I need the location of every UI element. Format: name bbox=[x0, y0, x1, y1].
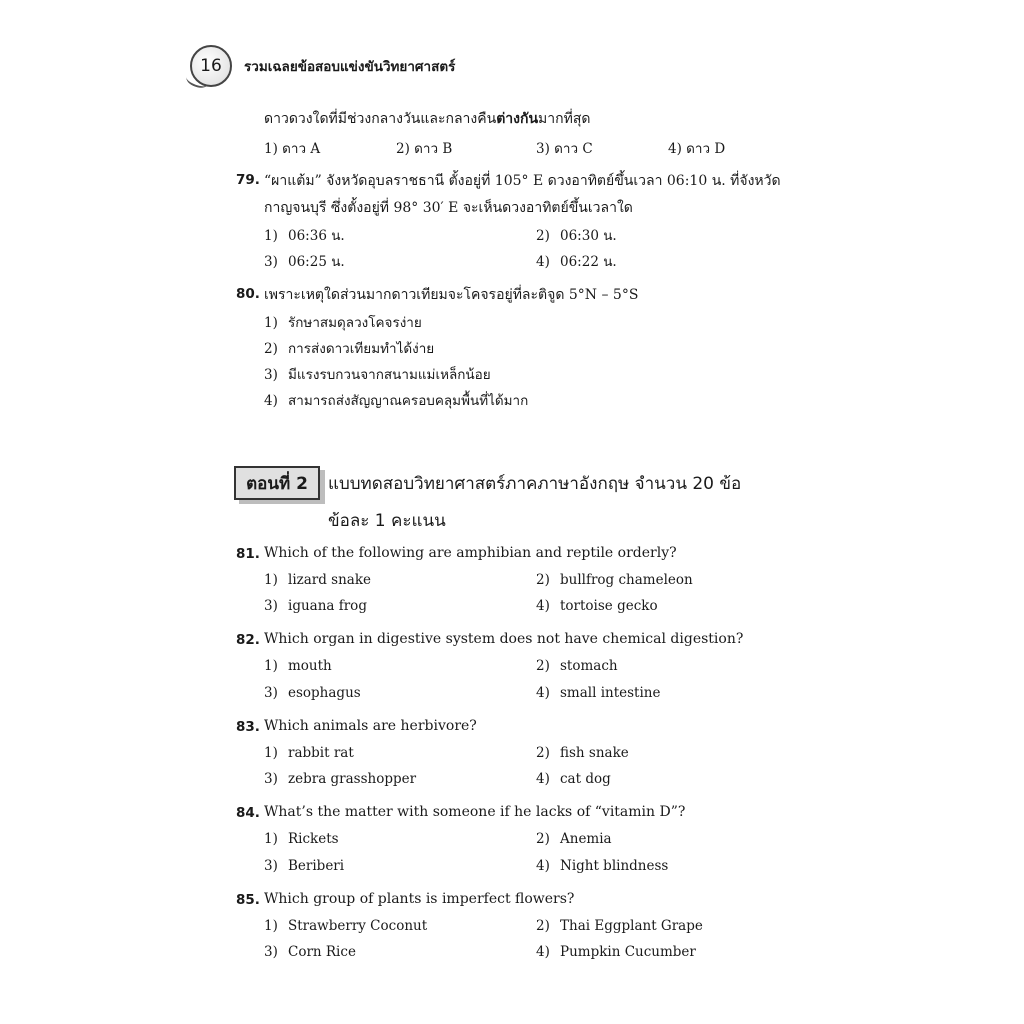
option bbox=[264, 745, 354, 761]
option-number: 1) bbox=[264, 831, 278, 847]
option-number: 3) bbox=[264, 367, 278, 383]
option bbox=[536, 658, 618, 674]
question-text: Which of the following are amphibian and reptile orderly? bbox=[264, 545, 677, 561]
option-text: รักษาสมดุลวงโคจรง่าย bbox=[288, 315, 422, 331]
section-subtitle: ข้อละ 1 คะแนน bbox=[328, 511, 446, 531]
option-number: 4) bbox=[536, 254, 550, 270]
option-text: Strawberry Coconut bbox=[288, 918, 428, 934]
prev-question-text-a: ดาวดวงใดที่มีช่วงกลางวันและกลางคืน bbox=[264, 111, 497, 127]
option-text: Anemia bbox=[560, 831, 612, 847]
question-text: Which group of plants is imperfect flowers? bbox=[264, 891, 575, 907]
option bbox=[536, 858, 668, 874]
page-number-badge bbox=[190, 45, 232, 87]
option bbox=[264, 598, 367, 614]
option bbox=[536, 572, 693, 588]
option-text: Night blindness bbox=[560, 858, 669, 874]
option-text: small intestine bbox=[560, 685, 661, 701]
question-number: 85. bbox=[236, 892, 260, 908]
question-number: 83. bbox=[236, 719, 260, 735]
option bbox=[264, 771, 416, 787]
option bbox=[536, 685, 661, 701]
option bbox=[536, 831, 612, 847]
option bbox=[536, 771, 611, 787]
option bbox=[536, 598, 658, 614]
option-text: Beriberi bbox=[288, 858, 345, 874]
option-text: 06:36 น. bbox=[288, 228, 345, 244]
question-number: 84. bbox=[236, 805, 260, 821]
option-text: iguana frog bbox=[288, 598, 367, 614]
question-text: What’s the matter with someone if he lacks of “vitamin D”? bbox=[264, 804, 686, 820]
option-text: bullfrog chameleon bbox=[560, 572, 693, 588]
option-text: tortoise gecko bbox=[560, 598, 658, 614]
option bbox=[264, 831, 339, 847]
prev-question-text-b: มากที่สุด bbox=[538, 111, 591, 127]
question-text: “ผาแต้ม” จังหวัดอุบลราชธานี ตั้งอยู่ที่ 105° E ดวงอาทิตย์ขึ้นเวลา 06:10 น. ที่จังหวัด bbox=[264, 173, 781, 189]
book-title: รวมเฉลยข้อสอบแข่งขันวิทยาศาสตร์ bbox=[244, 59, 456, 75]
option-text: rabbit rat bbox=[288, 745, 354, 761]
prev-option-1: 1) ดาว A bbox=[264, 141, 321, 157]
option-text: Rickets bbox=[288, 831, 339, 847]
option-number: 2) bbox=[536, 228, 550, 244]
option-text: Corn Rice bbox=[288, 944, 356, 960]
option-text: การส่งดาวเทียมทำได้ง่าย bbox=[288, 341, 435, 357]
option bbox=[264, 685, 361, 701]
option bbox=[264, 311, 422, 333]
option-text: stomach bbox=[560, 658, 618, 674]
option-text: มีแรงรบกวนจากสนามแม่เหล็กน้อย bbox=[288, 367, 491, 383]
option-text: Thai Eggplant Grape bbox=[560, 918, 703, 934]
option-number: 1) bbox=[264, 918, 278, 934]
option-number: 3) bbox=[264, 254, 278, 270]
option-text: Pumpkin Cucumber bbox=[560, 944, 696, 960]
option bbox=[264, 658, 332, 674]
option-text: 06:30 น. bbox=[560, 228, 617, 244]
option bbox=[536, 250, 617, 272]
option bbox=[264, 389, 528, 411]
option-number: 1) bbox=[264, 572, 278, 588]
prev-question-text-bold: ต่างกัน bbox=[496, 111, 539, 127]
option bbox=[536, 224, 617, 246]
question-number: 82. bbox=[236, 632, 260, 648]
question-number: 80. bbox=[236, 286, 260, 302]
option-number: 4) bbox=[264, 393, 278, 409]
page-header bbox=[190, 46, 455, 86]
question-text-line2: กาญจนบุรี ซึ่งตั้งอยู่ที่ 98° 30′ E จะเห็นดวงอาทิตย์ขึ้นเวลาใด bbox=[264, 200, 633, 216]
option bbox=[264, 363, 491, 385]
option-text: lizard snake bbox=[288, 572, 372, 588]
option bbox=[536, 745, 629, 761]
option bbox=[264, 944, 356, 960]
option-number: 4) bbox=[536, 598, 550, 614]
section-label: ตอนที่ 2 bbox=[246, 473, 308, 494]
option-number: 1) bbox=[264, 228, 278, 244]
option-number: 2) bbox=[536, 658, 550, 674]
option-text: สามารถส่งสัญญาณครอบคลุมพื้นที่ได้มาก bbox=[288, 393, 529, 409]
option-text: mouth bbox=[288, 658, 332, 674]
option-number: 2) bbox=[536, 918, 550, 934]
option-number: 4) bbox=[536, 685, 550, 701]
option-number: 4) bbox=[536, 771, 550, 787]
option-number: 2) bbox=[536, 745, 550, 761]
option bbox=[536, 918, 703, 934]
option-number: 3) bbox=[264, 858, 278, 874]
question-text: เพราะเหตุใดส่วนมากดาวเทียมจะโคจรอยู่ที่ละติจูด 5°N – 5°S bbox=[264, 287, 639, 303]
option-text: 06:25 น. bbox=[288, 254, 345, 270]
section-title: แบบทดสอบวิทยาศาสตร์ภาคภาษาอังกฤษ จำนวน 20 ข้อ bbox=[328, 474, 742, 494]
option-text: fish snake bbox=[560, 745, 629, 761]
option-number: 3) bbox=[264, 598, 278, 614]
page-number: 16 bbox=[200, 56, 222, 76]
option bbox=[264, 858, 344, 874]
option bbox=[264, 250, 345, 272]
option-number: 1) bbox=[264, 745, 278, 761]
option bbox=[264, 224, 345, 246]
option-number: 3) bbox=[264, 685, 278, 701]
option bbox=[264, 337, 434, 359]
option-number: 1) bbox=[264, 315, 278, 331]
option-text: cat dog bbox=[560, 771, 611, 787]
prev-question-text bbox=[264, 108, 590, 130]
option bbox=[264, 918, 427, 934]
option bbox=[264, 572, 371, 588]
prev-option-4: 4) ดาว D bbox=[668, 141, 726, 157]
option-number: 4) bbox=[536, 944, 550, 960]
question-text: Which animals are herbivore? bbox=[264, 718, 477, 734]
option-number: 2) bbox=[536, 831, 550, 847]
option-text: 06:22 น. bbox=[560, 254, 617, 270]
option-number: 2) bbox=[264, 341, 278, 357]
option-number: 4) bbox=[536, 858, 550, 874]
option-number: 3) bbox=[264, 944, 278, 960]
option-number: 3) bbox=[264, 771, 278, 787]
option-number: 2) bbox=[536, 572, 550, 588]
prev-option-2: 2) ดาว B bbox=[396, 141, 453, 157]
option-number: 1) bbox=[264, 658, 278, 674]
question-number: 79. bbox=[236, 172, 260, 188]
question-number: 81. bbox=[236, 546, 260, 562]
question-text: Which organ in digestive system does not have chemical digestion? bbox=[264, 631, 744, 647]
section-label-box bbox=[234, 466, 320, 500]
option-text: esophagus bbox=[288, 685, 361, 701]
option bbox=[536, 944, 696, 960]
prev-option-3: 3) ดาว C bbox=[536, 141, 593, 157]
option-text: zebra grasshopper bbox=[288, 771, 417, 787]
